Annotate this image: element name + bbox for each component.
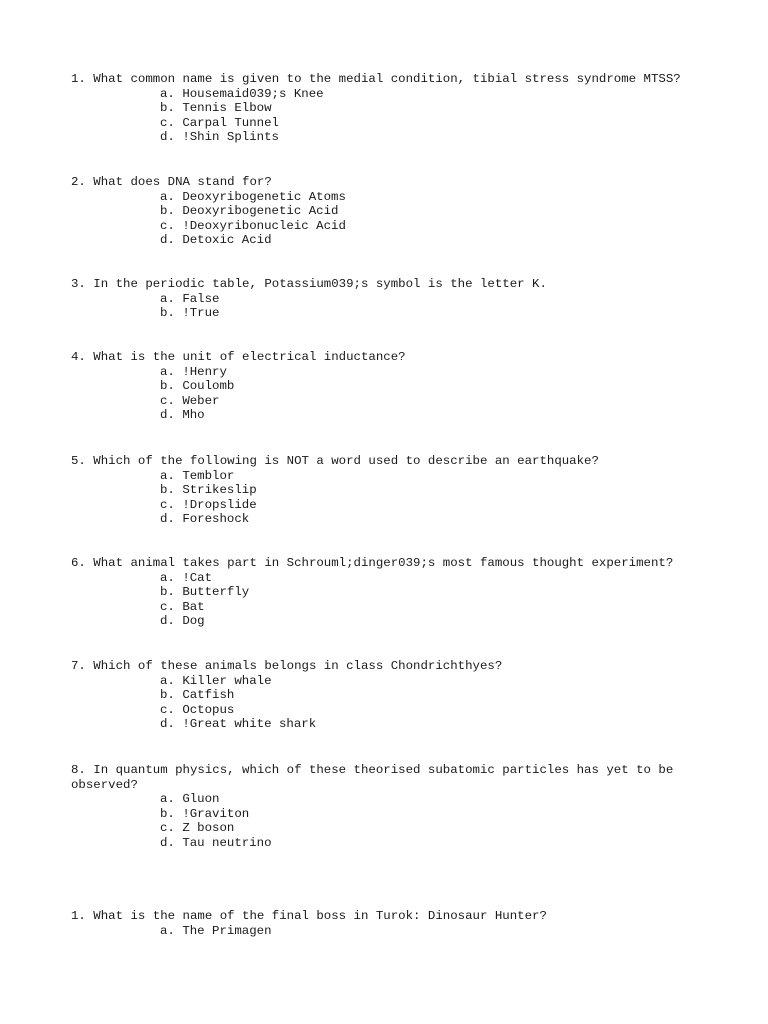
- question-text: 1. What is the name of the final boss in Turok: Dinosaur Hunter?: [71, 909, 547, 923]
- answer-text: Housemaid039;s Knee: [182, 86, 324, 101]
- answer-text: Z boson: [182, 821, 235, 836]
- answer-letter: c.: [160, 393, 175, 408]
- answer-letter: d.: [160, 614, 175, 629]
- answer-text: The Primagen: [182, 923, 272, 938]
- answer-option: [71, 87, 711, 102]
- answer-letter: a.: [160, 86, 175, 101]
- question-text: 7. Which of these animals belongs in class Chondrichthyes?: [71, 659, 503, 673]
- answer-text: Strikeslip: [182, 483, 257, 498]
- answer-letter: b.: [160, 379, 175, 394]
- answer-text: Bat: [182, 599, 205, 614]
- answer-letter: b.: [160, 306, 175, 321]
- answer-letter: d.: [160, 835, 175, 850]
- question-block: [71, 350, 711, 423]
- answer-letter: a.: [160, 364, 175, 379]
- answer-text: Foreshock: [182, 512, 250, 527]
- answer-text: Temblor: [182, 468, 235, 483]
- answer-text: Deoxyribogenetic Acid: [182, 204, 339, 219]
- answer-list: [71, 792, 711, 850]
- answer-letter: c.: [160, 218, 175, 233]
- answer-option: [71, 512, 711, 527]
- answer-text: False: [182, 291, 220, 306]
- question-text: 6. What animal takes part in Schrouml;dinger039;s most famous thought experiment?: [71, 556, 674, 570]
- answer-letter: b.: [160, 688, 175, 703]
- answer-list: [71, 190, 711, 248]
- answer-option: [71, 674, 711, 689]
- answer-text: Detoxic Acid: [182, 233, 272, 248]
- answer-text: Coulomb: [182, 379, 235, 394]
- question-block: [71, 659, 711, 732]
- answer-letter: a.: [160, 570, 175, 585]
- answer-text: Octopus: [182, 702, 235, 717]
- answer-letter: b.: [160, 483, 175, 498]
- answer-text: Tau neutrino: [182, 835, 272, 850]
- question-block: [71, 277, 711, 321]
- answer-option: [71, 688, 711, 703]
- answer-option: [71, 190, 711, 205]
- answer-text: !Graviton: [182, 806, 250, 821]
- question-text: 2. What does DNA stand for?: [71, 175, 272, 189]
- answer-text: Gluon: [182, 792, 220, 807]
- question-block: [71, 909, 711, 938]
- answer-option: [71, 717, 711, 732]
- answer-list: [71, 365, 711, 423]
- answer-text: Weber: [182, 393, 220, 408]
- answer-letter: b.: [160, 101, 175, 116]
- answer-option: [71, 924, 711, 939]
- answer-list: [71, 469, 711, 527]
- answer-letter: c.: [160, 821, 175, 836]
- answer-letter: c.: [160, 115, 175, 130]
- answer-option: [71, 469, 711, 484]
- answer-letter: c.: [160, 599, 175, 614]
- question-text: 5. Which of the following is NOT a word used to describe an earthquake?: [71, 454, 599, 468]
- answer-option: [71, 292, 711, 307]
- answer-letter: b.: [160, 204, 175, 219]
- answer-letter: a.: [160, 291, 175, 306]
- answer-option: [71, 821, 711, 836]
- answer-text: !True: [182, 306, 220, 321]
- answer-text: !Deoxyribonucleic Acid: [182, 218, 346, 233]
- answer-letter: d.: [160, 408, 175, 423]
- answer-list: [71, 924, 711, 939]
- answer-option: [71, 204, 711, 219]
- answer-list: [71, 674, 711, 732]
- question-text: 3. In the periodic table, Potassium039;s symbol is the letter K.: [71, 277, 547, 291]
- answer-option: [71, 792, 711, 807]
- question-block: [71, 763, 711, 851]
- answer-option: [71, 836, 711, 851]
- answer-list: [71, 292, 711, 321]
- answer-text: Catfish: [182, 688, 235, 703]
- answer-option: [71, 408, 711, 423]
- question-block: [71, 175, 711, 248]
- answer-option: [71, 600, 711, 615]
- answer-text: Dog: [182, 614, 205, 629]
- answer-text: Tennis Elbow: [182, 101, 272, 116]
- answer-text: Mho: [182, 408, 205, 423]
- answer-option: [71, 233, 711, 248]
- answer-option: [71, 703, 711, 718]
- answer-option: [71, 585, 711, 600]
- answer-text: Carpal Tunnel: [182, 115, 279, 130]
- answer-letter: a.: [160, 468, 175, 483]
- question-text: 1. What common name is given to the medial condition, tibial stress syndrome MTSS?: [71, 72, 681, 86]
- answer-text: !Great white shark: [182, 717, 317, 732]
- answer-list: [71, 87, 711, 145]
- answer-option: [71, 219, 711, 234]
- answer-letter: b.: [160, 585, 175, 600]
- answer-text: Butterfly: [182, 585, 250, 600]
- answer-text: !Henry: [182, 364, 227, 379]
- answer-option: [71, 483, 711, 498]
- question-text: 8. In quantum physics, which of these theorised subatomic particles has yet to be observed?: [71, 763, 681, 792]
- answer-letter: a.: [160, 189, 175, 204]
- answer-letter: c.: [160, 497, 175, 512]
- answer-letter: a.: [160, 792, 175, 807]
- answer-option: [71, 498, 711, 513]
- answer-text: !Dropslide: [182, 497, 257, 512]
- answer-option: [71, 394, 711, 409]
- answer-option: [71, 571, 711, 586]
- answer-text: Deoxyribogenetic Atoms: [182, 189, 346, 204]
- question-block: [71, 556, 711, 629]
- answer-letter: a.: [160, 673, 175, 688]
- answer-letter: a.: [160, 923, 175, 938]
- question-text: 4. What is the unit of electrical inductance?: [71, 350, 406, 364]
- answer-option: [71, 101, 711, 116]
- question-block: [71, 454, 711, 527]
- answer-text: Killer whale: [182, 673, 272, 688]
- answer-letter: d.: [160, 130, 175, 145]
- answer-letter: d.: [160, 233, 175, 248]
- answer-option: [71, 306, 711, 321]
- answer-option: [71, 379, 711, 394]
- answer-option: [71, 807, 711, 822]
- answer-letter: d.: [160, 717, 175, 732]
- answer-option: [71, 116, 711, 131]
- answer-option: [71, 614, 711, 629]
- answer-option: [71, 130, 711, 145]
- answer-letter: c.: [160, 702, 175, 717]
- answer-text: !Cat: [182, 570, 213, 585]
- question-block: [71, 72, 711, 145]
- answer-option: [71, 365, 711, 380]
- answer-letter: d.: [160, 512, 175, 527]
- answer-text: !Shin Splints: [182, 130, 279, 145]
- answer-letter: b.: [160, 806, 175, 821]
- answer-list: [71, 571, 711, 629]
